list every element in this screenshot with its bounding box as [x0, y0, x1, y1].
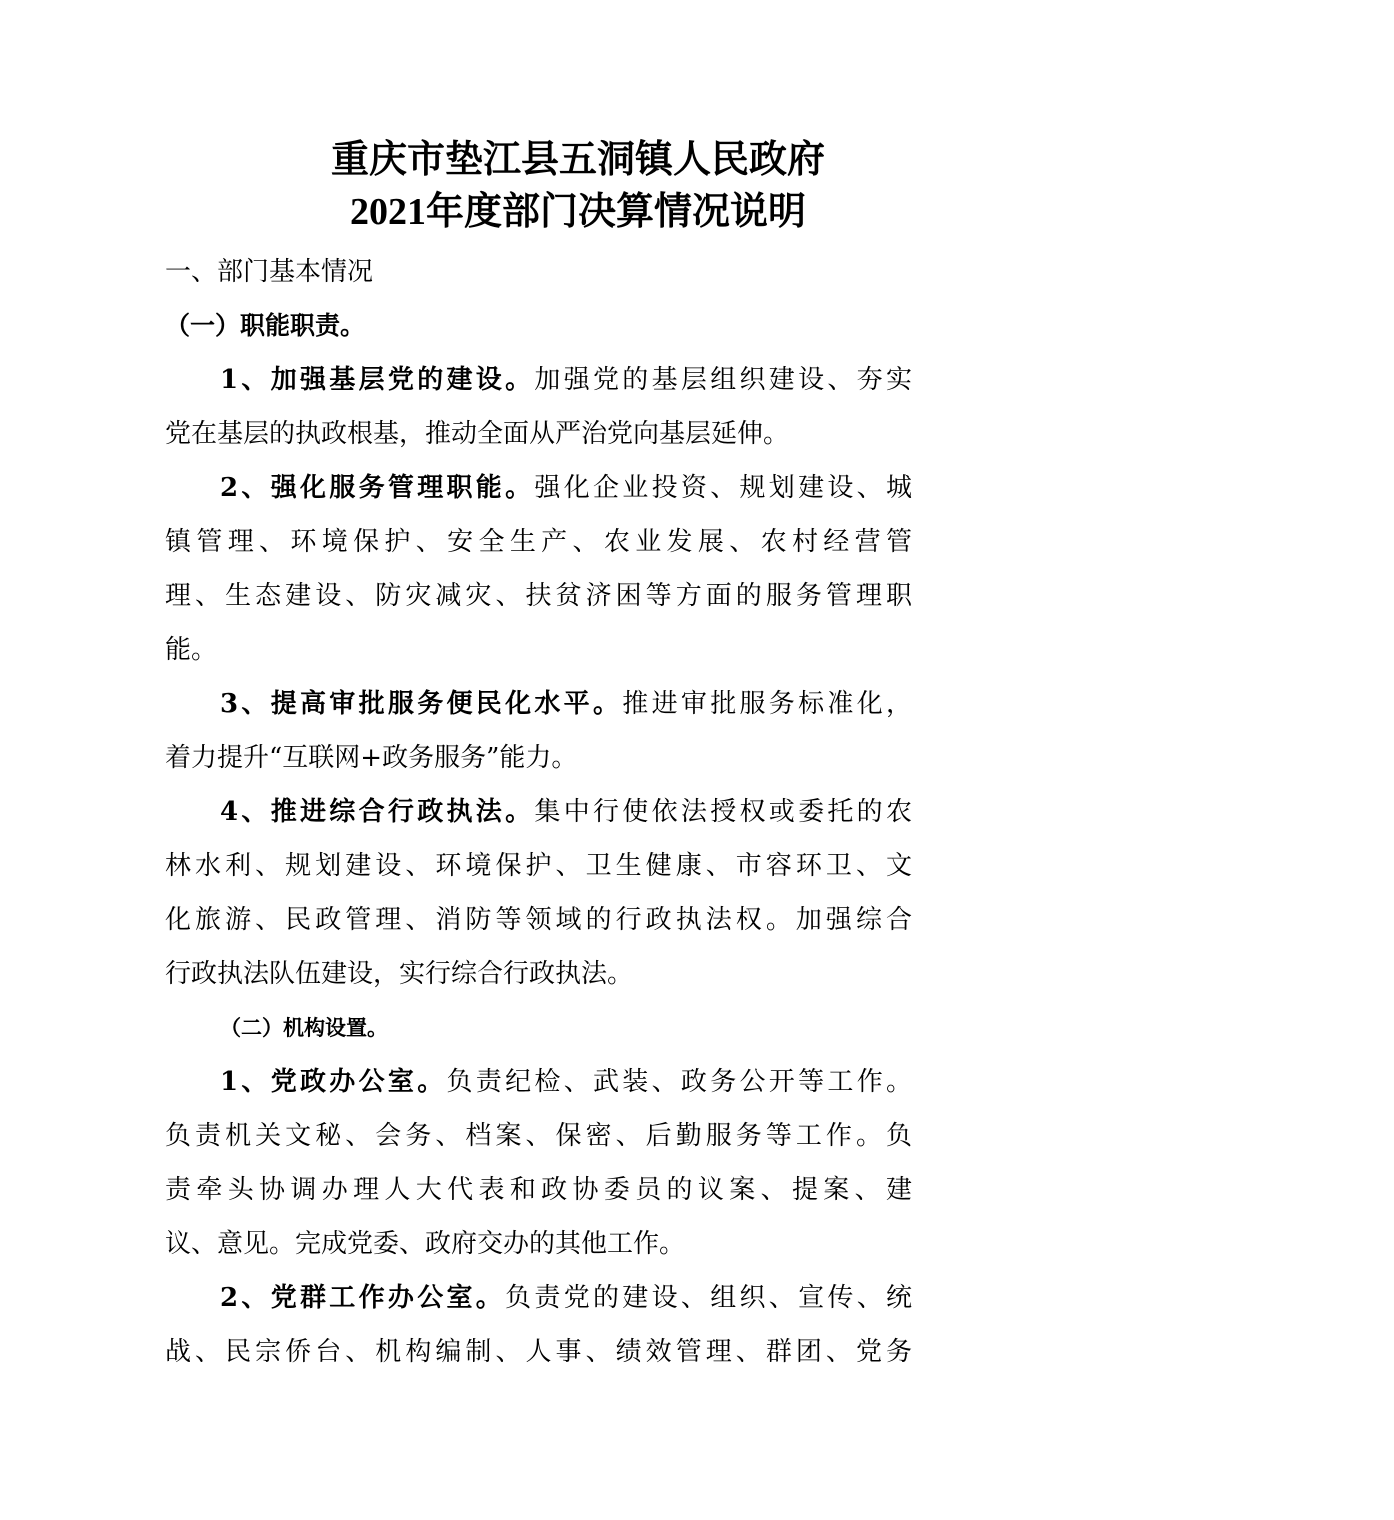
paragraph-lead: 2、强化服务管理职能。: [220, 473, 535, 503]
paragraph-text: 负责党的建设、组织、宣传、统: [505, 1283, 912, 1313]
paragraph-line: [165, 1109, 912, 1163]
paragraph-text: 负责纪检、武装、政务公开等工作。: [446, 1067, 912, 1097]
subsection-heading-org: （二）机构设置。: [220, 1015, 388, 1040]
paragraph-line: [220, 1271, 912, 1325]
paragraph-text: 推进审批服务标准化，: [622, 689, 912, 719]
section-heading: 一、部门基本情况: [165, 257, 374, 287]
paragraph-line: [165, 839, 912, 893]
paragraph-lead: 1、党政办公室。: [220, 1067, 447, 1097]
document-title-line-1: 重庆市垫江县五洞镇人民政府: [330, 139, 825, 181]
paragraph-lead: 3、提高审批服务便民化水平。: [220, 689, 623, 719]
paragraph-lead: 1、加强基层党的建设。: [220, 365, 535, 395]
paragraph-text: 责牵头协调办理人大代表和政协委员的议案、提案、建: [165, 1175, 912, 1205]
paragraph-line: [220, 677, 912, 731]
paragraph-text: 理、生态建设、防灾减灾、扶贫济困等方面的服务管理职: [165, 581, 912, 611]
paragraph-line: [165, 1163, 912, 1217]
paragraph-line: [165, 731, 912, 785]
paragraph-text: 加强党的基层组织建设、夯实: [534, 365, 912, 395]
paragraph-line: [165, 623, 912, 677]
paragraph-line: [165, 1325, 912, 1379]
document-title-line-2: 2021年度部门决算情况说明: [349, 191, 806, 233]
paragraph-text: 化旅游、民政管理、消防等领域的行政执法权。加强综合: [165, 905, 912, 935]
paragraph-text: 议、意见。完成党委、政府交办的其他工作。: [165, 1229, 686, 1259]
paragraph-line: [165, 893, 912, 947]
paragraph-text: 能。: [165, 635, 218, 665]
paragraph-line: [220, 785, 912, 839]
paragraph-line: [165, 947, 912, 1001]
paragraph-text: 镇管理、环境保护、安全生产、农业发展、农村经营管: [165, 527, 912, 557]
paragraph-text: 林水利、规划建设、环境保护、卫生健康、市容环卫、文: [165, 851, 912, 881]
paragraph-lead: 4、推进综合行政执法。: [220, 797, 535, 827]
paragraph-line: [165, 569, 912, 623]
paragraph-text: 战、民宗侨台、机构编制、人事、绩效管理、群团、党务: [165, 1337, 912, 1367]
paragraph-text: 着力提升“互联网+政务服务”能力。: [165, 743, 578, 773]
paragraph-text: 集中行使依法授权或委托的农: [534, 797, 912, 827]
paragraph-line: [220, 353, 912, 407]
paragraph-line: [165, 1217, 912, 1271]
paragraph-line: [220, 461, 912, 515]
paragraph-text: 党在基层的执政根基，推动全面从严治党向基层延伸。: [165, 419, 790, 449]
paragraph-text: 负责机关文秘、会务、档案、保密、后勤服务等工作。负: [165, 1121, 912, 1151]
subsection-heading-functions: （一）职能职责。: [165, 311, 366, 340]
paragraph-line: [220, 1055, 912, 1109]
paragraph-text: 强化企业投资、规划建设、城: [534, 473, 912, 503]
paragraph-line: [165, 515, 912, 569]
paragraph-line: [165, 407, 912, 461]
paragraph-lead: 2、党群工作办公室。: [220, 1283, 506, 1313]
paragraph-text: 行政执法队伍建设，实行综合行政执法。: [165, 959, 634, 989]
